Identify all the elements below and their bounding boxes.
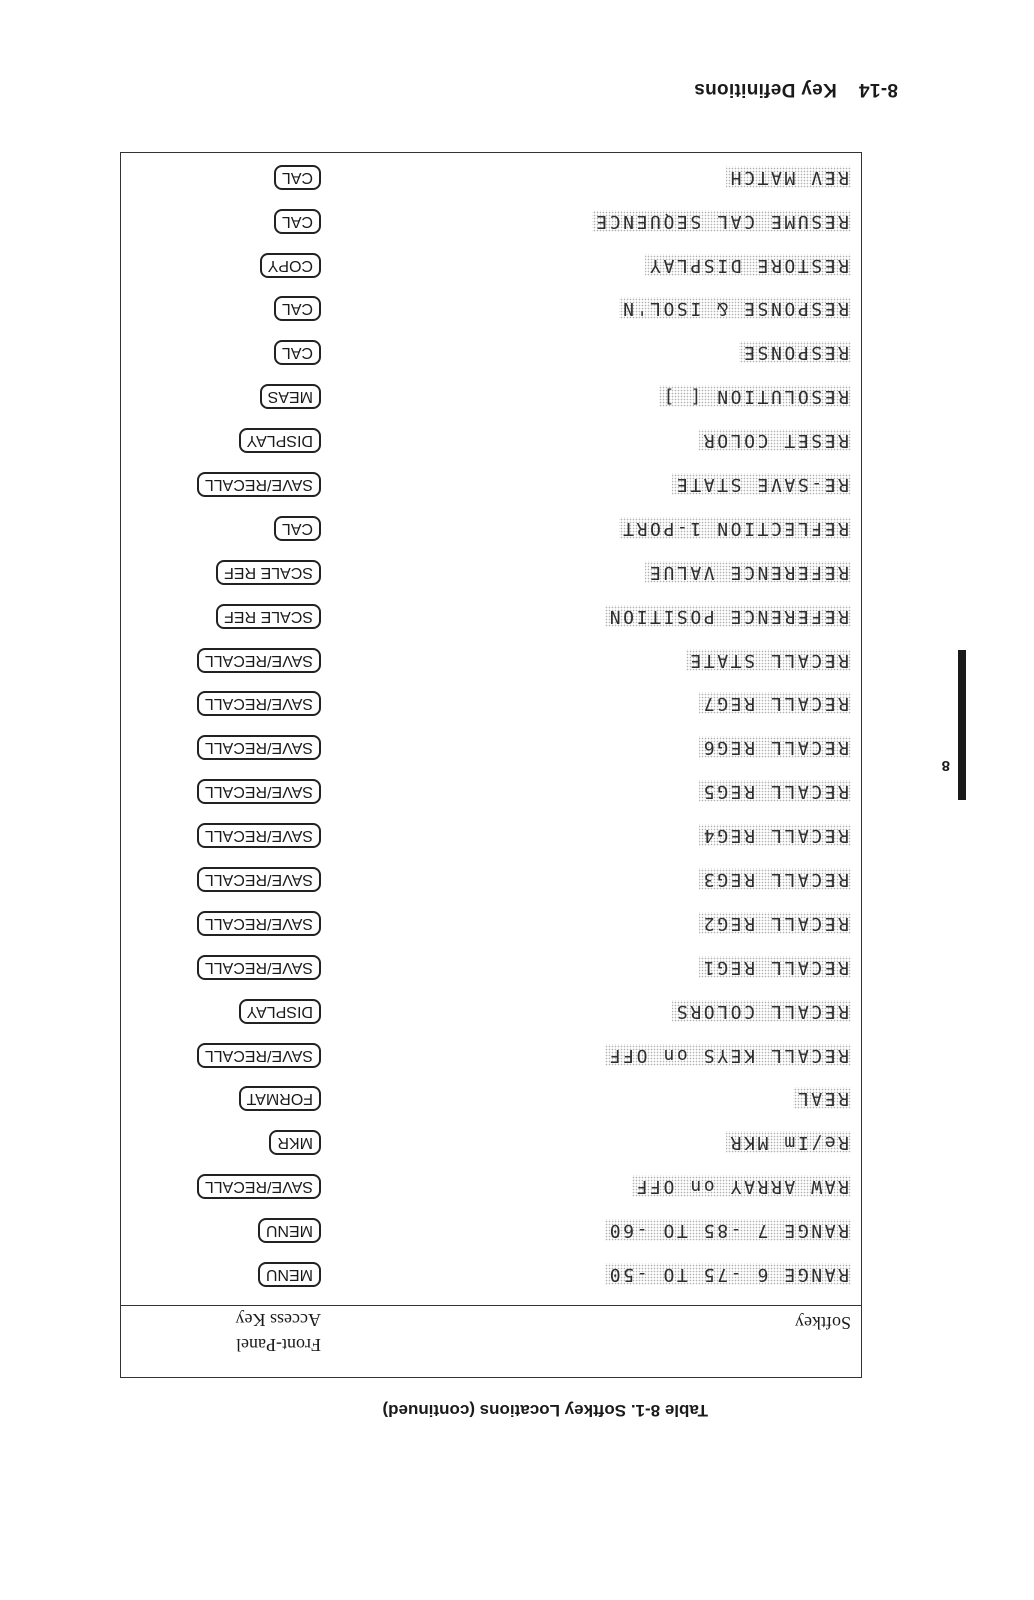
table-row <box>121 1251 861 1295</box>
softkey-label: RECALL REG3 <box>701 868 849 890</box>
table-row <box>121 768 861 812</box>
access-key-label: MENU <box>258 1218 321 1243</box>
softkey-table <box>120 152 862 1378</box>
softkey-label: RESPONSE & ISOL'N <box>620 298 849 320</box>
page-number: 8-14 <box>858 79 898 100</box>
table-row <box>121 1163 861 1207</box>
table-row <box>121 900 861 944</box>
softkey-label: RECALL REG2 <box>701 912 849 934</box>
access-key-label: SCALE REF <box>216 560 321 585</box>
softkey-label: RANGE 6 -75 TO -50 <box>607 1264 849 1285</box>
header-access-key: Front-Panel Access Key <box>235 1310 321 1355</box>
softkey-label: RECALL STATE <box>687 649 849 671</box>
table-row <box>121 988 861 1032</box>
table-row <box>121 1076 861 1120</box>
softkey-label: RESTORE DISPLAY <box>647 254 849 276</box>
access-key-label: SAVE/RECALL <box>197 1043 321 1068</box>
table-row <box>121 198 861 242</box>
softkey-label: RECALL REG5 <box>701 781 849 803</box>
access-key-label: SAVE/RECALL <box>197 911 321 936</box>
softkey-label: REAL <box>795 1088 849 1110</box>
table-row <box>121 1119 861 1163</box>
softkey-label: RESUME CAL SEQUENCE <box>593 210 849 232</box>
access-key-label: MEAS <box>260 384 321 409</box>
table-row <box>121 681 861 725</box>
table-row <box>121 505 861 549</box>
table-row <box>121 1207 861 1251</box>
softkey-label: REFERENCE VALUE <box>647 561 849 583</box>
table-header <box>121 1305 861 1377</box>
access-key-label: CAL <box>274 340 321 365</box>
softkey-label: RECALL REG4 <box>701 825 849 847</box>
access-key-label: COPY <box>260 253 321 278</box>
access-key-label: MENU <box>258 1262 321 1287</box>
softkey-label: RECALL REG6 <box>701 737 849 759</box>
table-row <box>121 417 861 461</box>
table-row <box>121 329 861 373</box>
running-head-title: Key Definitions <box>693 79 837 100</box>
table-row <box>121 154 861 198</box>
softkey-label: RESET COLOR <box>701 430 849 452</box>
softkey-label: REV MATCH <box>728 166 849 188</box>
access-key-label: DISPLAY <box>239 999 321 1024</box>
table-caption: Table 8-1. Softkey Locations (continued) <box>382 1401 708 1420</box>
access-key-label: FORMAT <box>239 1086 321 1111</box>
table-body <box>121 154 861 1295</box>
access-key-label: SAVE/RECALL <box>197 1174 321 1199</box>
softkey-label: REFERENCE POSITION <box>607 605 849 627</box>
access-key-label: CAL <box>274 296 321 321</box>
softkey-label: RECALL REG1 <box>701 956 849 978</box>
table-row <box>121 549 861 593</box>
table-row <box>121 242 861 286</box>
softkey-label: RECALL REG7 <box>701 693 849 715</box>
softkey-label: RANGE 7 -85 TO -60 <box>607 1220 849 1242</box>
table-row <box>121 286 861 330</box>
access-key-label: SAVE/RECALL <box>197 691 321 716</box>
table-row <box>121 1032 861 1076</box>
access-key-label: SAVE/RECALL <box>197 779 321 804</box>
access-key-label: MKR <box>269 1130 321 1155</box>
access-key-label: SAVE/RECALL <box>197 648 321 673</box>
chapter-tab-bar <box>958 650 966 800</box>
table-row <box>121 944 861 988</box>
softkey-label: REFLECTION 1-PORT <box>620 517 849 539</box>
access-key-label: CAL <box>274 209 321 234</box>
table-row <box>121 856 861 900</box>
softkey-label: RECALL KEYS on OFF <box>607 1044 849 1066</box>
softkey-label: RE-SAVE STATE <box>674 473 849 495</box>
table-row <box>121 461 861 505</box>
access-key-label: SAVE/RECALL <box>197 472 321 497</box>
access-key-label: SCALE REF <box>216 604 321 629</box>
table-row <box>121 593 861 637</box>
softkey-label: RAW ARRAY on OFF <box>634 1176 849 1198</box>
softkey-label: RECALL COLORS <box>674 1000 849 1022</box>
access-key-label: DISPLAY <box>239 428 321 453</box>
table-row <box>121 637 861 681</box>
access-key-label: CAL <box>274 165 321 190</box>
table-row <box>121 724 861 768</box>
softkey-label: RESPONSE <box>741 342 849 364</box>
access-key-label: SAVE/RECALL <box>197 867 321 892</box>
header-softkey: Softkey <box>795 1313 851 1333</box>
access-key-label: SAVE/RECALL <box>197 735 321 760</box>
access-key-label: SAVE/RECALL <box>197 955 321 980</box>
running-head <box>694 78 898 100</box>
table-row <box>121 373 861 417</box>
softkey-label: RESOLUTION [ ] <box>660 386 849 408</box>
access-key-label: SAVE/RECALL <box>197 823 321 848</box>
table-row <box>121 812 861 856</box>
softkey-label: Re/Im MKR <box>728 1132 849 1154</box>
access-key-label: CAL <box>274 516 321 541</box>
chapter-tab-label: 8 <box>941 757 950 774</box>
